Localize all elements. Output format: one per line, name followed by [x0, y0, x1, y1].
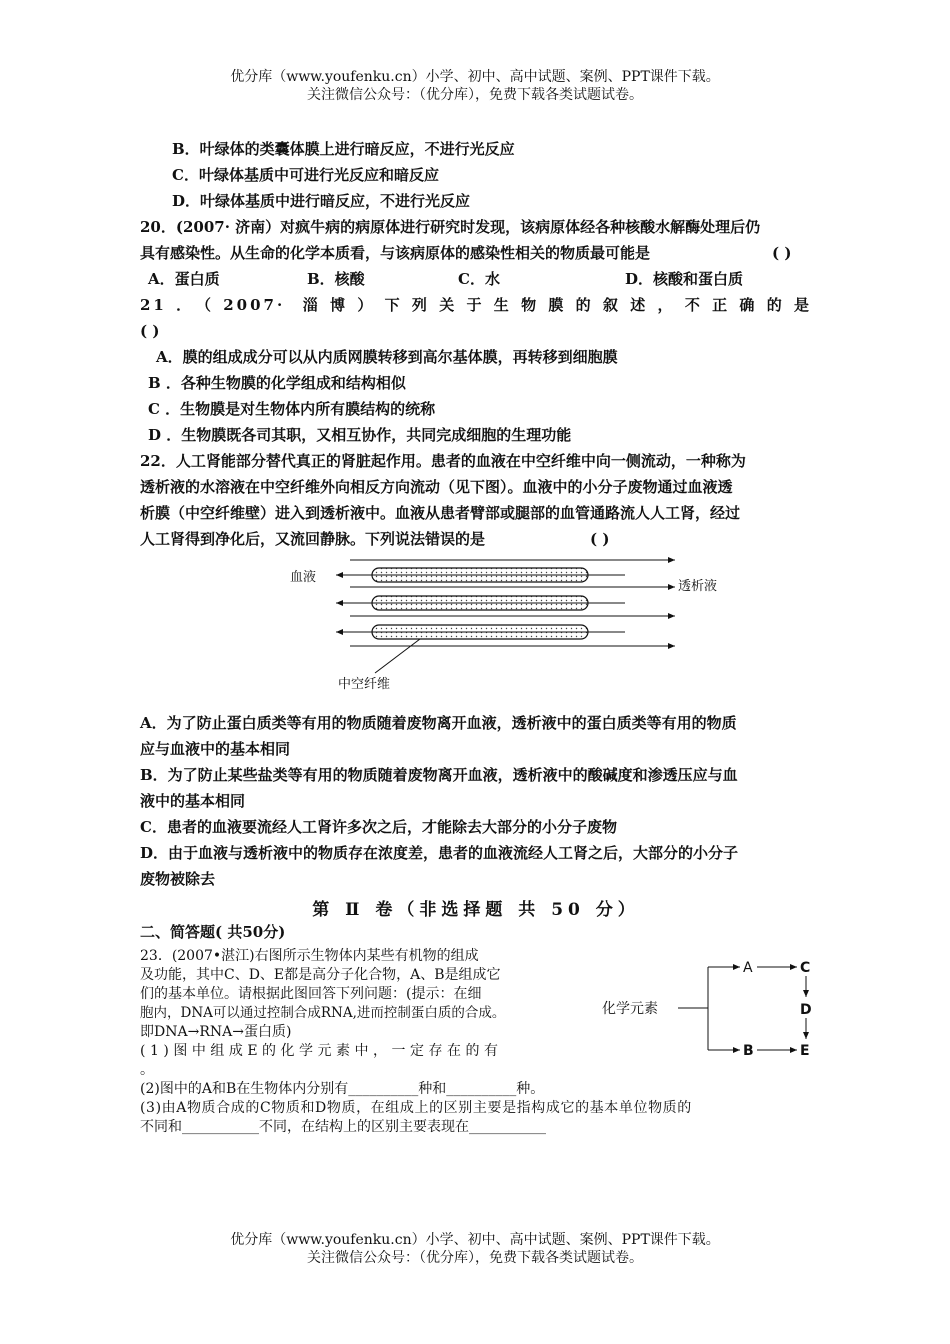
section-short-answer: 二、简答题( 共50分) [140, 923, 286, 941]
q23-stem-line-1: 23．(2007•湛江)右图所示生物体内某些有机物的组成 [140, 948, 479, 964]
q23-question-1-end: 。 [140, 1062, 154, 1078]
footer-line-2: 关注微信公众号：（优分库），免费下载各类试题试卷。 [307, 1250, 643, 1266]
q22-option-a-line-1: A．为了防止蛋白质类等有用的物质随着废物离开血液，透析液中的蛋白质类等有用的物质 [140, 714, 737, 732]
q22-option-b-line-1: B．为了防止某些盐类等有用的物质随着废物离开血液，透析液中的酸碱度和渗透压应与血 [140, 766, 738, 784]
q21-stem-line-1: 21．（2007· 淄博）下列关于生物膜的叙述，不正确的是 [140, 296, 812, 314]
q22-option-d-line-2: 废物被除去 [140, 870, 216, 888]
footer-line-1: 优分库（www.youfenku.cn）小学、初中、高中试题、案例、PPT课件下载。 [230, 1232, 720, 1248]
q20-option-c: C．水 [458, 270, 500, 288]
q23-stem-line-4: 胞内，DNA可以通过控制合成RNA,进而控制蛋白质的合成。 [140, 1005, 506, 1021]
q22-stem-line-3: 析膜（中空纤维壁）进入到透析液中。血液从患者臂部或腿部的血管通路流人人工肾，经过 [140, 504, 741, 522]
q22-stem-line-4: 人工肾得到净化后，又流回静脉。下列说法错误的是 [140, 530, 486, 548]
header-line-2: 关注微信公众号：（优分库），免费下载各类试题试卷。 [307, 87, 643, 103]
header-line-1: 优分库（www.youfenku.cn）小学、初中、高中试题、案例、PPT课件下载。 [230, 69, 720, 85]
node-e: E [800, 1043, 810, 1059]
q20-option-a: A．蛋白质 [148, 270, 220, 288]
q23-question-1: (1)图中组成E的化学元素中，一定存在的有 [140, 1043, 503, 1059]
q20-stem-line-2: 具有感染性。从生命的化学本质看，与该病原体的感染性相关的物质最可能是 [140, 244, 651, 262]
node-b: B [743, 1043, 754, 1059]
q19-option-c: C．叶绿体基质中可进行光反应和暗反应 [172, 166, 439, 184]
node-d: D [800, 1002, 812, 1018]
q20-option-d: D．核酸和蛋白质 [625, 270, 744, 288]
q22-stem-line-2: 透析液的水溶液在中空纤维外向相反方向流动（见下图）。血液中的小分子废物通过血液透 [140, 478, 733, 496]
q20-stem-line-1: 20．(2007· 济南）对疯牛病的病原体进行研究时发现，该病原体经各种核酸水解酶处理后仍 [140, 218, 761, 236]
label-hollow-fiber: 中空纤维 [338, 677, 391, 692]
q21-option-c: C ．生物膜是对生物体内所有膜结构的统称 [148, 400, 436, 418]
hollow-fiber-diagram [280, 555, 740, 695]
q21-answer-paren: ( ) [140, 322, 160, 340]
label-chemical-elements: 化学元素 [602, 1001, 658, 1017]
q23-stem-line-2: 及功能，其中C、D、E都是高分子化合物，A、B是组成它 [140, 967, 501, 983]
part-2-title: 第 Ⅱ 卷（非选择题 共 50 分） [312, 900, 640, 920]
organic-compound-diagram [600, 950, 830, 1070]
q22-stem-line-1: 22．人工肾能部分替代真正的肾脏起作用。患者的血液在中空纤维中向一侧流动，一种称为 [140, 452, 746, 470]
q23-stem-line-5: 即DNA→RNA→蛋白质) [140, 1024, 292, 1040]
q22-answer-paren: ( ) [590, 530, 610, 548]
fiber-pointer-line [375, 639, 420, 673]
q21-option-b: B ．各种生物膜的化学组成和结构相似 [148, 374, 406, 392]
label-blood: 血液 [290, 570, 317, 585]
q22-option-c: C．患者的血液要流经人工肾许多次之后，才能除去大部分的小分子废物 [140, 818, 617, 836]
q23-stem-line-3: 们的基本单位。请根据此图回答下列问题：(提示：在细 [140, 986, 482, 1002]
q21-option-d: D ．生物膜既各司其职，又相互协作，共同完成细胞的生理功能 [148, 426, 572, 444]
node-c: C [800, 960, 811, 976]
node-a: A [743, 960, 753, 976]
q22-option-b-line-2: 液中的基本相同 [140, 792, 246, 810]
q23-question-3-line-2: 不同和___________不同，在结构上的区别主要表现在___________ [140, 1119, 546, 1135]
q19-option-b: B．叶绿体的类囊体膜上进行暗反应，不进行光反应 [172, 140, 515, 158]
blood-flow-arrows [336, 575, 625, 632]
q19-option-d: D．叶绿体基质中进行暗反应，不进行光反应 [172, 192, 471, 210]
label-dialysate: 透析液 [678, 579, 718, 594]
q22-option-a-line-2: 应与血液中的基本相同 [140, 740, 291, 758]
q20-option-b: B．核酸 [307, 270, 365, 288]
q22-option-d-line-1: D．由于血液与透析液中的物质存在浓度差，患者的血液流经人工肾之后，大部分的小分子 [140, 844, 739, 862]
q20-answer-paren: ( ) [772, 244, 792, 262]
q23-question-2: (2)图中的A和B在生物体内分别有__________种和__________种。 [140, 1081, 545, 1097]
q21-option-a: A．膜的组成成分可以从内质网膜转移到高尔基体膜，再转移到细胞膜 [156, 348, 618, 366]
q23-question-3-line-1: (3)由A物质合成的C物质和D物质，在组成上的区别主要是指构成它的基本单位物质的 [140, 1100, 692, 1116]
